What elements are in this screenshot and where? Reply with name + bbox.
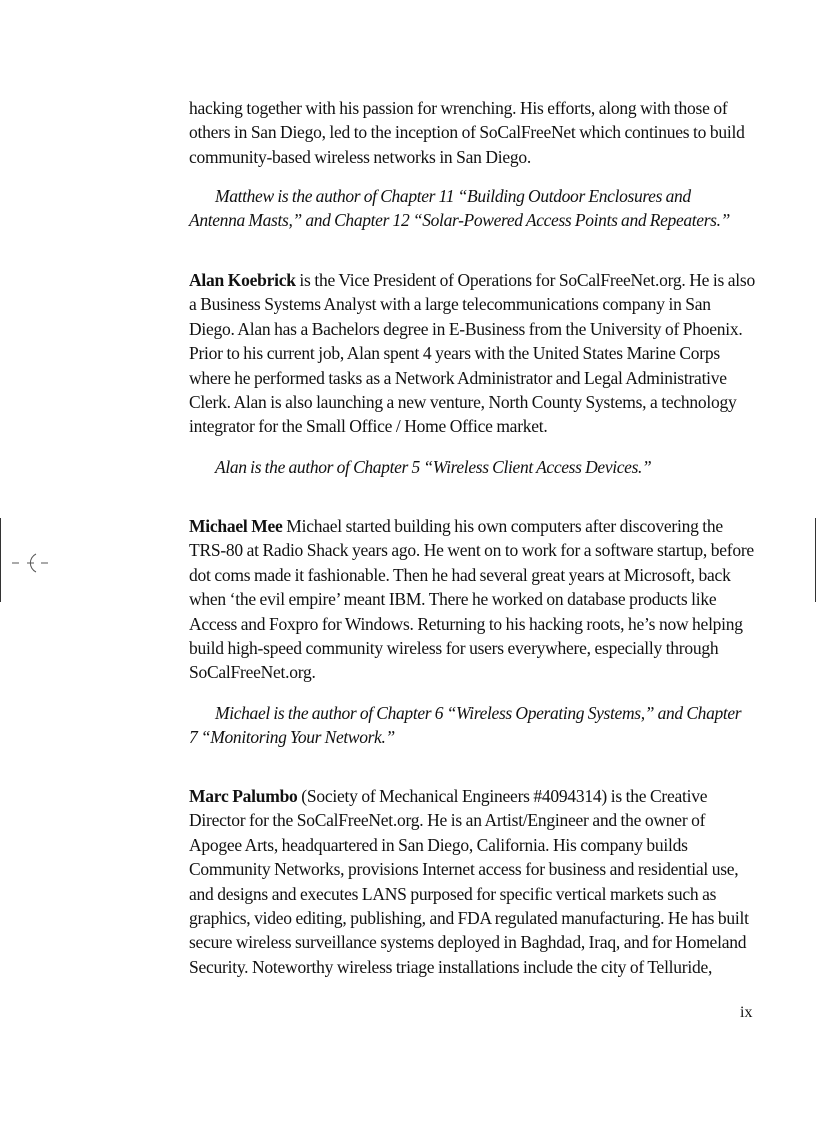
bio-name: Alan Koebrick — [189, 270, 296, 290]
bio-name: Marc Palumbo — [189, 786, 298, 806]
michael-chapter-credit: Michael is the author of Chapter 6 “Wireless Operating Systems,” and Chapter 7 “Monitoring Your Network.” — [189, 703, 742, 748]
alan-chapter-credit: Alan is the author of Chapter 5 “Wireless Client Access Devices.” — [215, 457, 652, 477]
bio-michael-mee — [189, 514, 759, 685]
bio-alan-koebrick — [189, 268, 759, 439]
matthew-chapter-credit: Matthew is the author of Chapter 11 “Building Outdoor Enclosures and Antenna Masts,” and Chapter 12 “Solar-Powered Access Points and Repeaters.” — [189, 186, 731, 231]
bio-text: Michael started building his own computers after discovering the TRS-80 at Radio Shack years ago. He went on to work for a software startup, before dot coms made it fashionable. Then he had several great years at Microsoft, back when ‘the evil empire’ meant IBM. There he worked on database products like Access and Foxpro for Windows. Returning to his hacking roots, he’s now helping build high-speed community wireless for users everywhere, especially through SoCalFreeNet.org. — [189, 516, 754, 683]
page-number: ix — [740, 1004, 753, 1021]
bio-marc-palumbo — [189, 784, 759, 979]
bio-text: is the Vice President of Operations for SoCalFreeNet.org. He is also a Business Systems Analyst with a large telecommunications company in San Diego. Alan has a Bachelors degree in E-Business from the University of Phoenix. Prior to his current job, Alan spent 4 years with the United States Marine Corps where he performed tasks as a Network Administrator and Legal Administrative Clerk. Alan is also launching a new venture, North County Systems, a technology integrator for the Small Office / Home Office market. — [189, 270, 755, 437]
bio-text: (Society of Mechanical Engineers #4094314) is the Creative Director for the SoCalFreeNet.org. He is an Artist/Engineer and the owner of Apogee Arts, headquartered in San Diego, California. His company builds Community Networks, provisions Internet access for business and residential use, and designs and executes LANS purposed for specific vertical markets such as graphics, video editing, publishing, and FDA regulated manufacturing. He has built secure wireless surveillance systems deployed in Baghdad, Iraq, and for Homeland Security. Noteworthy wireless triage installations include the city of Telluride, — [189, 786, 749, 977]
left-crop-line — [0, 518, 1, 602]
bio-name: Michael Mee — [189, 516, 283, 536]
registration-mark-icon — [12, 551, 48, 575]
intro-paragraph: hacking together with his passion for wrenching. His efforts, along with those of others in San Diego, led to the inception of SoCalFreeNet which continues to build community-based wireless networks in San Diego. — [189, 98, 745, 167]
